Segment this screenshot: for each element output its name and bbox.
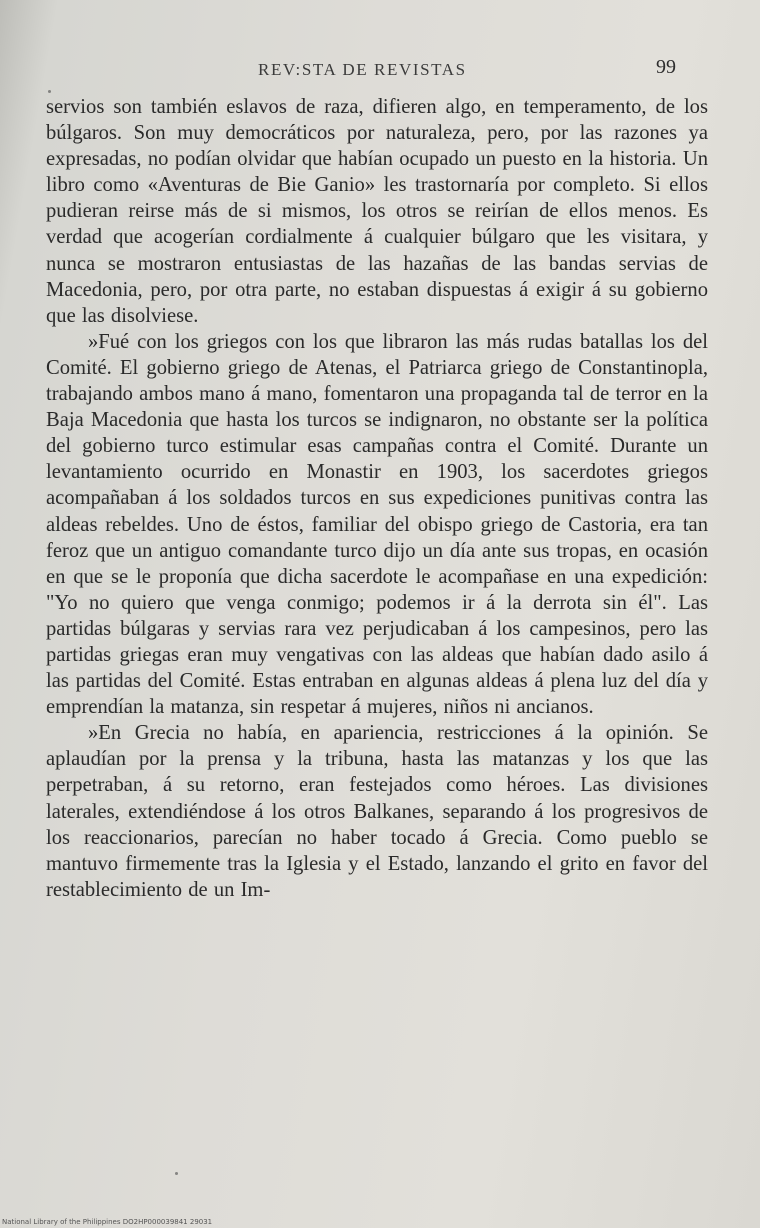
paragraph-1: servios son también eslavos de raza, difieren algo, en temperamento, de los búlgaros. Son muy democráticos por naturaleza, pero, por las razones ya expresadas, no podían olvidar que habían ocupado un puesto en la historia. Un libro como «Aventuras de Bie Ganio» les trastornaría por completo. Si ellos pudieran reirse más de si mismos, los otros se reirían de ellos menos. Es verdad que acogerían cordialmente á cualquier búlgaro que les visitara, y nunca se mostraron entusiastas de las hazañas de las bandas servias de Macedonia, pero, por otra parte, no estaban dispuestas á exigir á su gobierno que las disolviese. — [46, 96, 708, 327]
paragraph-3: »En Grecia no había, en apariencia, restricciones á la opinión. Se aplaudían por la prensa y la tribuna, hasta las matanzas y los que las perpetraban, á su retorno, eran festejados como héroes. Las divisiones laterales, extendiéndose á los otros Balkanes, separando á los progresivos de los reaccionarios, parecían no haber tocado á Grecia. Como pueblo se mantuvo firmemente tras la Iglesia y el Estado, lanzando el grito en favor del restablecimiento de un Im- — [46, 722, 708, 901]
scan-credit: National Library of the Philippines DO2HP000039841 29031 — [2, 1218, 213, 1226]
ink-speck — [48, 90, 51, 93]
running-title: REV:STA DE REVISTAS — [258, 60, 467, 79]
page-header — [0, 56, 760, 86]
body-text — [46, 94, 708, 903]
page-number: 99 — [656, 56, 676, 78]
ink-speck — [175, 1172, 178, 1175]
paragraph-2: »Fué con los griegos con los que libraron las más rudas batallas los del Comité. El gobierno griego de Atenas, el Patriarca griego de Constantinopla, trabajando ambos mano á mano, fomentaron una propaganda tal de terror en la Baja Macedonia que hasta los turcos se indignaron, no obstante ser la política del gobierno turco estimular esas campañas contra el Comité. Durante un levantamiento ocurrido en Monastir en 1903, los sacerdotes griegos acompañaban á los soldados turcos en sus expediciones punitivas contra las aldeas rebeldes. Uno de éstos, familiar del obispo griego de Castoria, era tan feroz que un antiguo comandante turco dijo un día ante sus tropas, en ocasión en que se le proponía que dicha sacerdote le acompañase en una expedición: "Yo no quiero que venga conmigo; podemos ir á la derrota sin él". Las partidas búlgaras y servias rara vez perjudicaban á los campesinos, pero las partidas griegas eran muy vengativas con las aldeas que habían dado asilo á las partidas del Comité. Estas entraban en algunas aldeas á plena luz del día y emprendían la matanza, sin respetar á mujeres, niños ni ancianos. — [46, 330, 708, 719]
